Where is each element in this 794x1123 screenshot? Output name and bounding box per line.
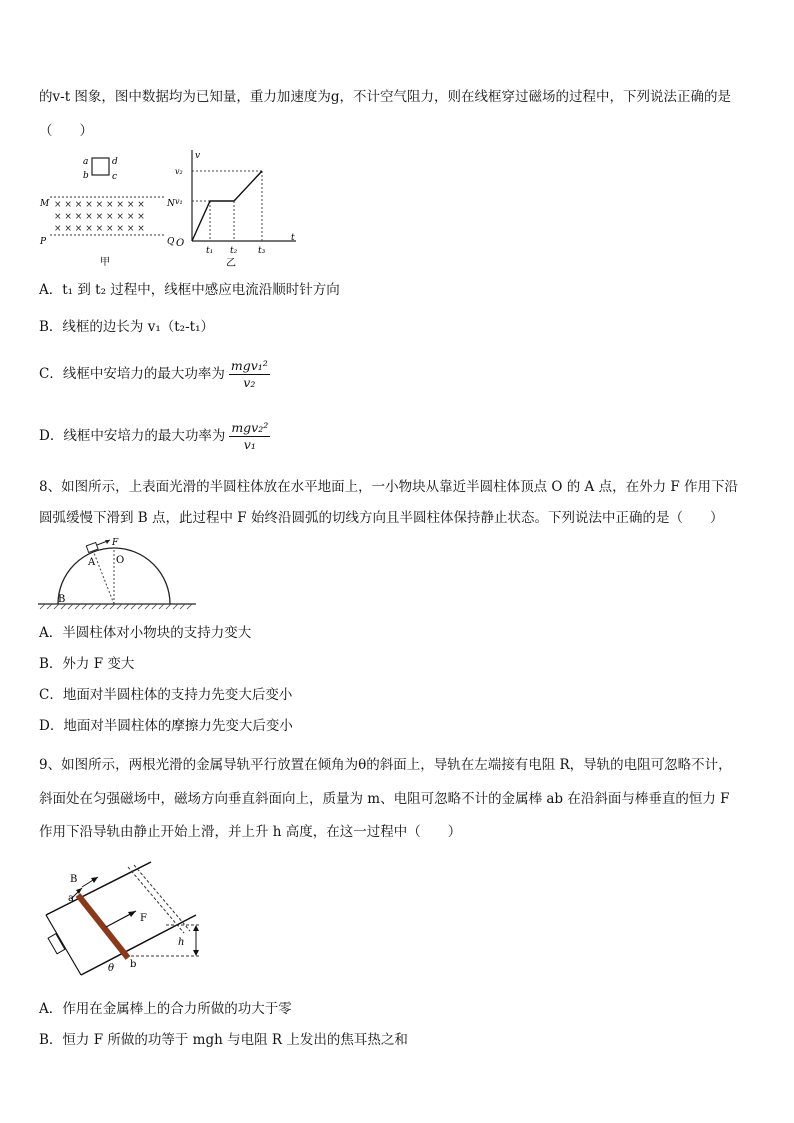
label-Q: Q [167, 237, 175, 247]
q9-option-b: B．恒力 F 所做的功等于 mgh 与电阻 R 上发出的焦耳热之和 [39, 1032, 408, 1048]
label-B: B [70, 874, 78, 885]
corner-b: b [83, 171, 89, 181]
label-B: B [58, 594, 66, 605]
label-h: h [178, 937, 185, 948]
q7-option-d [39, 420, 270, 453]
rail-upper [46, 862, 151, 915]
label-P: P [40, 237, 47, 247]
axis-t-label: t [291, 233, 295, 243]
svg-text:× × × × × × × × ×: × × × × × × × × × [54, 224, 145, 234]
t1-tick: t₁ [206, 246, 214, 256]
label-a: a [68, 893, 74, 904]
corner-d: d [112, 157, 118, 167]
q8-option-a: A．半圆柱体对小物块的支持力变大 [39, 625, 252, 641]
label-F: F [112, 538, 119, 548]
q7-option-a: A．t₁ 到 t₂ 过程中，线框中感应电流沿顺时针方向 [39, 282, 340, 298]
label-F: F [140, 913, 147, 924]
q8-figure [38, 535, 203, 611]
label-O: O [116, 555, 125, 566]
axis-v-label: v [195, 151, 201, 161]
label-N: N [167, 199, 175, 209]
q7-option-d-prefix: D．线框中安培力的最大功率为 [39, 428, 226, 444]
q9-stem-line3: 作用下沿导轨由静止开始上滑，并上升 h 高度，在这一过程中（ ） [39, 824, 462, 840]
t3-tick: t₃ [258, 246, 266, 256]
q9-stem-line2: 斜面处在匀强磁场中，磁场方向垂直斜面向上，质量为 m、电阻可忽略不计的金属棒 ab 在沿斜面与棒垂直的恒力 F [39, 791, 730, 807]
svg-text:× × × × × × × × ×: × × × × × × × × × [54, 212, 145, 222]
corner-c: c [112, 172, 118, 182]
v-t-curve [192, 171, 262, 241]
label-M: M [40, 199, 50, 209]
svg-text:× × × × × × × × ×: × × × × × × × × × [54, 200, 145, 210]
v1-tick: v₁ [175, 197, 183, 206]
fig-yi-caption: 乙 [226, 258, 236, 268]
q7-figure-yi [172, 146, 302, 268]
q9-stem-line1: 9、如图所示，两根光滑的金属导轨平行放置在倾角为θ的斜面上，导轨在左端接有电阻 R，导轨的电阻可忽略不计， [39, 757, 732, 773]
q7-figure-jia [38, 152, 178, 272]
q7-stem-line2: （ ） [39, 123, 93, 139]
label-b: b [130, 959, 137, 970]
q7-option-c-prefix: C．线框中安培力的最大功率为 [39, 366, 225, 382]
label-theta: θ [108, 963, 115, 974]
q7-option-c-fraction: $\frac{\text{mgv₁²}}{\text{v₂}}$ [230, 358, 268, 390]
q8-stem-line1: 8、如图所示，上表面光滑的半圆柱体放在水平地面上，一小物块从靠近半圆柱体顶点 O 的 A 点，在外力 F 作用下沿 [39, 479, 739, 495]
label-A: A [88, 557, 96, 568]
fig-jia-caption: 甲 [100, 257, 110, 268]
q7-option-c [39, 358, 270, 391]
magnetic-field-crosses [54, 200, 145, 234]
q9-figure [36, 855, 216, 985]
q7-stem-line1: 的v-t 图象，图中数据均为已知量，重力加速度为g，不计空气阻力，则在线框穿过磁场的过程中，下列说法正确的是 [39, 89, 732, 105]
metal-rod-ab [78, 895, 128, 958]
v2-tick: v₂ [175, 167, 183, 176]
corner-a: a [83, 157, 89, 167]
t2-tick: t₂ [230, 246, 238, 256]
origin-label: O [176, 238, 185, 249]
q7-option-b: B．线框的边长为 v₁（t₂-t₁） [39, 319, 214, 335]
q8-option-c: C．地面对半圆柱体的支持力先变大后变小 [39, 687, 293, 703]
q8-option-d: D．地面对半圆柱体的摩擦力先变大后变小 [39, 718, 293, 734]
q8-option-b: B．外力 F 变大 [39, 656, 135, 672]
q8-stem-line2: 圆弧缓慢下滑到 B 点，此过程中 F 始终沿圆弧的切线方向且半圆柱体保持静止状态。下列说法中正确的是（ ） [39, 510, 724, 526]
q7-option-d-fraction: $\frac{\text{mgv₂²}}{\text{v₁}}$ [231, 420, 269, 452]
q9-option-a: A．作用在金属棒上的合力所做的功大于零 [39, 1001, 292, 1017]
